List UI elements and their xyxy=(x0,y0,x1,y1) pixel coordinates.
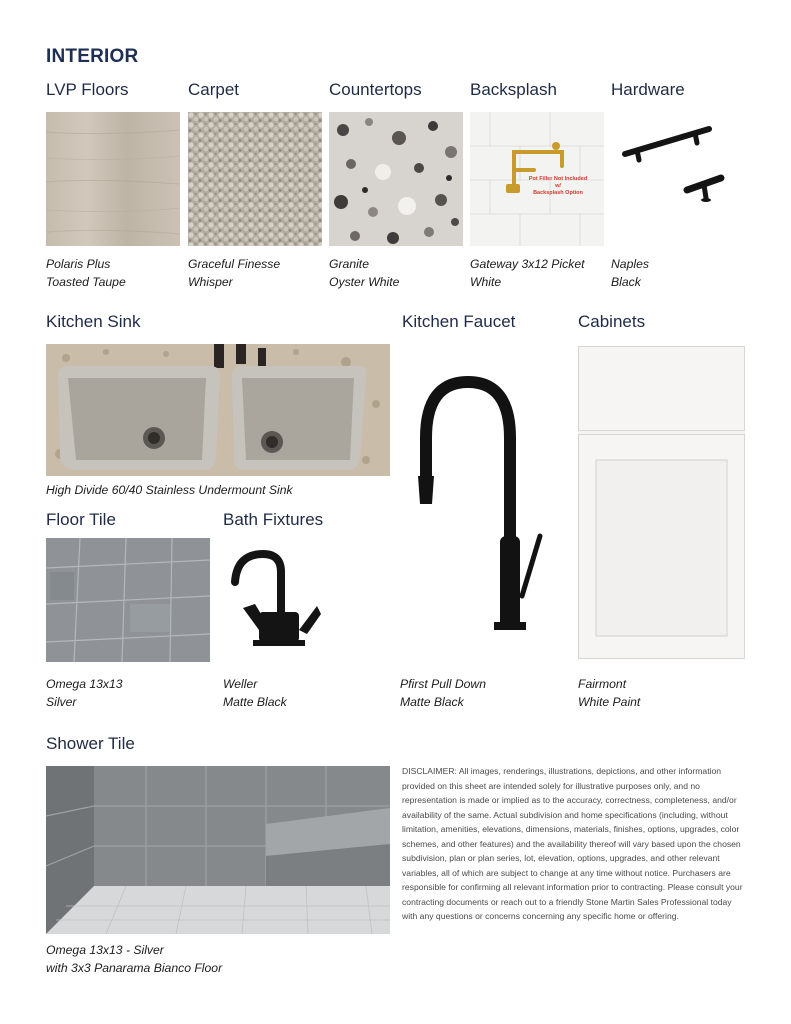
cabinet-color: White Paint xyxy=(578,694,641,709)
hardware-name: Naples xyxy=(611,257,649,271)
shower-tile-floor: with 3x3 Panarama Bianco Floor xyxy=(46,960,223,975)
floor-tile-name: Omega 13x13 xyxy=(46,677,123,691)
lvp-floor-color: Toasted Taupe xyxy=(46,274,126,289)
floor-tile-image xyxy=(46,538,210,662)
bath-fixture-image xyxy=(223,542,327,658)
backsplash-heading: Backsplash xyxy=(470,80,557,99)
backsplash-color: White xyxy=(470,274,502,289)
backsplash-note-line2: Backsplash Option xyxy=(533,190,583,196)
shower-tile-heading: Shower Tile xyxy=(46,734,135,753)
cabinets-heading: Cabinets xyxy=(578,312,646,331)
bath-fixtures-heading: Bath Fixtures xyxy=(223,510,324,529)
hardware-image xyxy=(611,112,745,246)
carpet-swatch xyxy=(188,112,322,246)
countertops-heading: Countertops xyxy=(329,80,422,99)
bath-fixture-color: Matte Black xyxy=(223,694,287,709)
bath-fixture-name: Weller xyxy=(223,677,258,691)
floor-tile-color: Silver xyxy=(46,694,77,709)
hardware-color: Black xyxy=(611,274,641,289)
carpet-name: Graceful Finesse xyxy=(188,257,281,271)
lvp-floors-heading: LVP Floors xyxy=(46,80,129,99)
kitchen-faucet-image xyxy=(402,346,562,662)
disclaimer-text: DISCLAIMER: All images, renderings, illustrations, depictions, and other information provided on this sheet are intended solely for illustrative purposes only, and no representation is made or implied as to the accuracy, correctness, completeness, and/or availability of the same. Actual subdivision and home specifications (including, without limitation, amenities, elevations, dimensions, materials, finishes, options, upgrades, color schemes, and other features) and the availability thereof will vary based upon the chosen subdivision, plan or plan series, lot, elevation, options, upgrades, and other relevant variables, all of which are subject to change at any time without notice. Purchasers are responsible for confirming all relevant information prior to contracting. Please consult your contracting documents or reach out to a friendly Stone Martin Sales Professional today with any questions or concerns concerning any specific home or offering. xyxy=(402,766,743,921)
page-title: INTERIOR xyxy=(46,46,139,67)
lvp-floor-swatch xyxy=(46,112,180,246)
kitchen-faucet-heading: Kitchen Faucet xyxy=(402,312,516,331)
carpet-color: Whisper xyxy=(188,274,233,289)
countertop-color: Oyster White xyxy=(329,274,400,289)
kitchen-sink-heading: Kitchen Sink xyxy=(46,312,141,331)
shower-tile-name: Omega 13x13 - Silver xyxy=(46,943,164,957)
shower-tile-image xyxy=(46,766,390,934)
backsplash-swatch xyxy=(470,112,604,246)
floor-tile-heading: Floor Tile xyxy=(46,510,116,529)
backsplash-note-line1: Pot Filler Not Included w/ xyxy=(528,176,588,189)
kitchen-faucet-name: Pfirst Pull Down xyxy=(400,677,487,691)
kitchen-faucet-color: Matte Black xyxy=(400,694,464,709)
cabinet-image xyxy=(578,346,745,659)
countertop-name: Granite xyxy=(329,257,369,271)
carpet-heading: Carpet xyxy=(188,80,240,99)
granite-swatch xyxy=(329,112,463,246)
hardware-heading: Hardware xyxy=(611,80,685,99)
cabinet-name: Fairmont xyxy=(578,677,627,691)
kitchen-sink-name: High Divide 60/40 Stainless Undermount Sink xyxy=(46,483,293,497)
kitchen-sink-image xyxy=(46,344,390,476)
backsplash-name: Gateway 3x12 Picket xyxy=(470,257,585,271)
lvp-floor-name: Polaris Plus xyxy=(46,257,111,271)
